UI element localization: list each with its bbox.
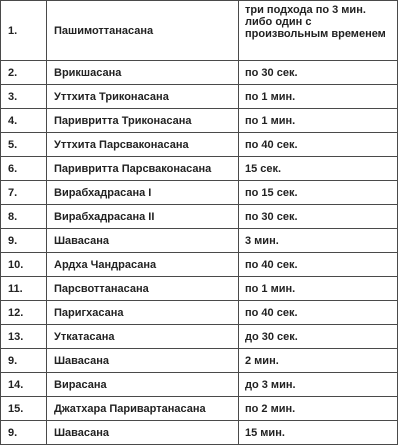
table-row	[1, 229, 398, 253]
asana-name: Пашимоттанасана	[47, 1, 239, 61]
asana-name: Джатхара Паривартанасана	[47, 397, 239, 421]
asana-name: Шавасана	[47, 421, 239, 445]
table-row	[1, 301, 398, 325]
row-number: 7.	[1, 181, 47, 205]
asana-duration: по 15 сек.	[239, 181, 398, 205]
table-row	[1, 421, 398, 445]
asana-duration: по 40 сек.	[239, 253, 398, 277]
asana-name: Вирабхадрасана I	[47, 181, 239, 205]
asana-duration: по 1 мин.	[239, 277, 398, 301]
row-number: 11.	[1, 277, 47, 301]
asana-duration: до 3 мин.	[239, 373, 398, 397]
asana-duration: 3 мин.	[239, 229, 398, 253]
table-row	[1, 61, 398, 85]
row-number: 8.	[1, 205, 47, 229]
asana-duration: по 1 мин.	[239, 85, 398, 109]
asana-name: Шавасана	[47, 349, 239, 373]
row-number: 14.	[1, 373, 47, 397]
asana-name: Уттхита Триконасана	[47, 85, 239, 109]
row-number: 2.	[1, 61, 47, 85]
table-row	[1, 157, 398, 181]
table-row	[1, 109, 398, 133]
table-row	[1, 277, 398, 301]
asana-name: Шавасана	[47, 229, 239, 253]
asana-duration: по 30 сек.	[239, 61, 398, 85]
table-row	[1, 205, 398, 229]
asana-name: Ардха Чандрасана	[47, 253, 239, 277]
row-number: 6.	[1, 157, 47, 181]
asana-name: Вирасана	[47, 373, 239, 397]
row-number: 15.	[1, 397, 47, 421]
asana-name: Врикшасана	[47, 61, 239, 85]
table-row	[1, 325, 398, 349]
table-row	[1, 133, 398, 157]
asana-duration: до 30 сек.	[239, 325, 398, 349]
table-row	[1, 253, 398, 277]
asana-duration: по 2 мин.	[239, 397, 398, 421]
table-row	[1, 349, 398, 373]
row-number: 5.	[1, 133, 47, 157]
row-number: 9.	[1, 349, 47, 373]
asana-duration: по 40 сек.	[239, 301, 398, 325]
row-number: 1.	[1, 1, 47, 61]
asana-name: Вирабхадрасана II	[47, 205, 239, 229]
table-row	[1, 85, 398, 109]
asana-duration: по 40 сек.	[239, 133, 398, 157]
asana-duration: 15 сек.	[239, 157, 398, 181]
row-number: 9.	[1, 421, 47, 445]
table-row	[1, 181, 398, 205]
row-number: 13.	[1, 325, 47, 349]
asana-duration: по 1 мин.	[239, 109, 398, 133]
table-row	[1, 1, 398, 61]
row-number: 12.	[1, 301, 47, 325]
asana-duration: 2 мин.	[239, 349, 398, 373]
asana-name: Паригхасана	[47, 301, 239, 325]
asana-duration: 15 мин.	[239, 421, 398, 445]
row-number: 9.	[1, 229, 47, 253]
asana-duration: по 30 сек.	[239, 205, 398, 229]
row-number: 3.	[1, 85, 47, 109]
asana-name: Паривритта Триконасана	[47, 109, 239, 133]
asana-name: Уттхита Парсваконасана	[47, 133, 239, 157]
asana-duration: три подхода по 3 мин. либо один с произвольным временем	[239, 1, 398, 61]
asana-name: Уткатасана	[47, 325, 239, 349]
asana-name: Паривритта Парсваконасана	[47, 157, 239, 181]
asana-name: Парсвоттанасана	[47, 277, 239, 301]
row-number: 4.	[1, 109, 47, 133]
table-row	[1, 397, 398, 421]
row-number: 10.	[1, 253, 47, 277]
table-row	[1, 373, 398, 397]
